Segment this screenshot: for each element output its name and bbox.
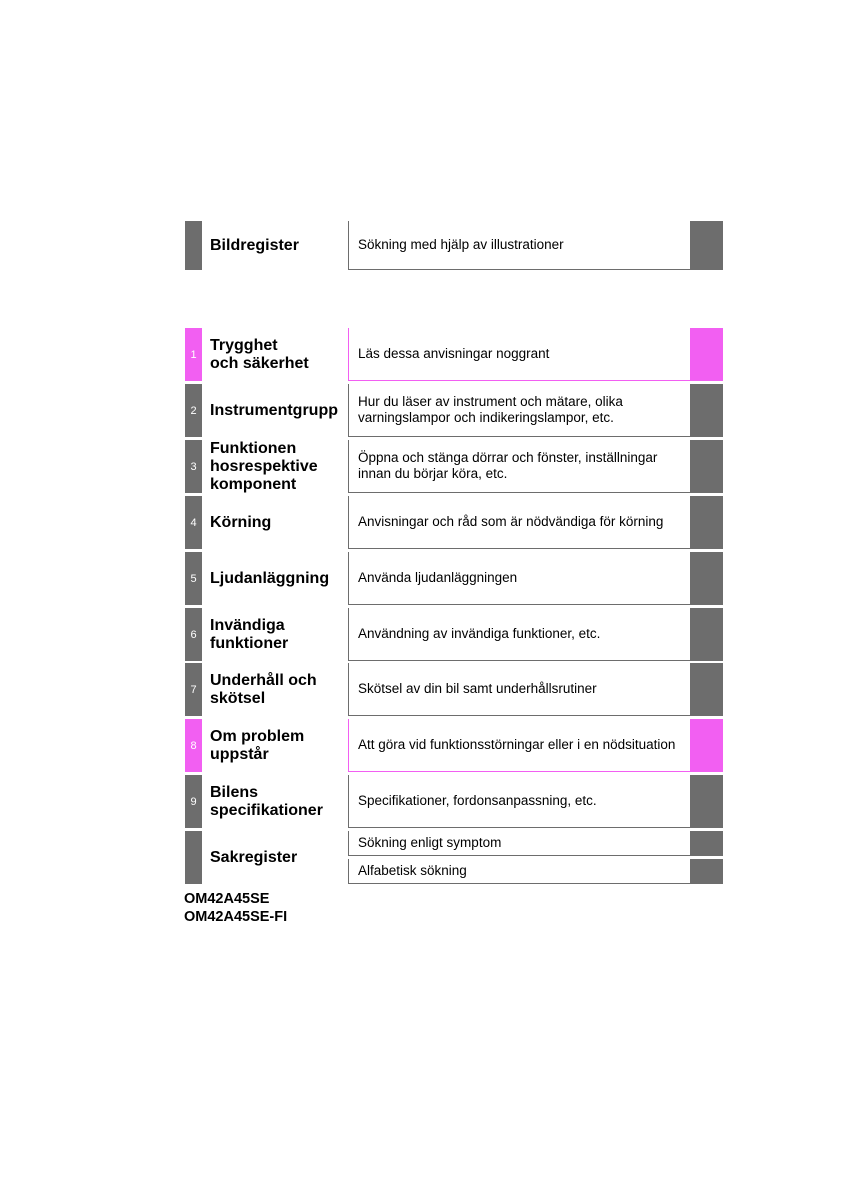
chapter-description: Läs dessa anvisningar noggrant [348, 328, 690, 381]
chapter-title: Invändiga funktioner [210, 616, 289, 652]
chapter-title: Om problem uppstår [210, 727, 305, 763]
chapter-number: 3 [185, 440, 202, 493]
chapter-title: Instrumentgrupp [210, 401, 338, 419]
chapter-number: 1 [185, 328, 202, 381]
thumb-tab[interactable] [690, 496, 723, 549]
thumb-tab-symptom[interactable] [690, 831, 723, 856]
chapter-row-8[interactable] [185, 719, 723, 772]
chapter-row-9[interactable] [185, 775, 723, 828]
chapter-row-5[interactable] [185, 552, 723, 605]
index-item-alphabetic[interactable]: Alfabetisk sökning [348, 859, 690, 884]
section-tab [185, 831, 202, 884]
thumb-tab[interactable] [690, 384, 723, 437]
chapter-number: 6 [185, 608, 202, 661]
index-item-symptom[interactable]: Sökning enligt symptom [348, 831, 690, 856]
section-description: Sökning med hjälp av illustrationer [348, 221, 690, 270]
chapter-title: Körning [210, 513, 272, 531]
model-code-fi: OM42A45SE-FI [184, 909, 288, 925]
chapter-description: Anvisningar och råd som är nödvändiga för körning [348, 496, 690, 549]
chapter-title: Trygghet och säkerhet [210, 336, 309, 372]
chapter-number: 8 [185, 719, 202, 772]
chapter-description: Använda ljudanläggningen [348, 552, 690, 605]
subject-index-row [185, 831, 723, 884]
section-tab [185, 221, 202, 270]
chapter-description: Öppna och stänga dörrar och fönster, inställningar innan du börjar köra, etc. [348, 440, 690, 493]
thumb-tab[interactable] [690, 775, 723, 828]
chapter-row-1[interactable] [185, 328, 723, 381]
thumb-tab[interactable] [690, 552, 723, 605]
chapter-number: 7 [185, 663, 202, 716]
model-code: OM42A45SE [184, 891, 270, 907]
chapter-description: Användning av invändiga funktioner, etc. [348, 608, 690, 661]
chapter-title: Ljudanläggning [210, 569, 330, 587]
chapter-row-3[interactable] [185, 440, 723, 493]
thumb-tab[interactable] [690, 719, 723, 772]
chapter-number: 4 [185, 496, 202, 549]
thumb-tab[interactable] [690, 440, 723, 493]
thumb-tab-alphabetic[interactable] [690, 859, 723, 884]
chapter-number: 2 [185, 384, 202, 437]
section-title: Sakregister [210, 848, 298, 866]
chapter-title: Funktionen hosrespektive komponent [210, 439, 318, 493]
chapter-row-7[interactable] [185, 663, 723, 716]
thumb-tab[interactable] [690, 663, 723, 716]
picture-index-row[interactable] [185, 221, 723, 270]
chapter-row-2[interactable] [185, 384, 723, 437]
chapter-number: 9 [185, 775, 202, 828]
chapter-description: Hur du läser av instrument och mätare, olika varningslampor och indikeringslampor, etc. [348, 384, 690, 437]
chapter-description: Specifikationer, fordonsanpassning, etc. [348, 775, 690, 828]
thumb-tab[interactable] [690, 221, 723, 270]
chapter-row-6[interactable] [185, 608, 723, 661]
chapter-description: Skötsel av din bil samt underhållsrutiner [348, 663, 690, 716]
chapter-number: 5 [185, 552, 202, 605]
chapter-description: Att göra vid funktionsstörningar eller i en nödsituation [348, 719, 690, 772]
thumb-tab[interactable] [690, 608, 723, 661]
chapter-title: Underhåll och skötsel [210, 671, 317, 707]
chapter-row-4[interactable] [185, 496, 723, 549]
chapter-title: Bilens specifikationer [210, 783, 323, 819]
section-title: Bildregister [210, 236, 299, 254]
thumb-tab[interactable] [690, 328, 723, 381]
